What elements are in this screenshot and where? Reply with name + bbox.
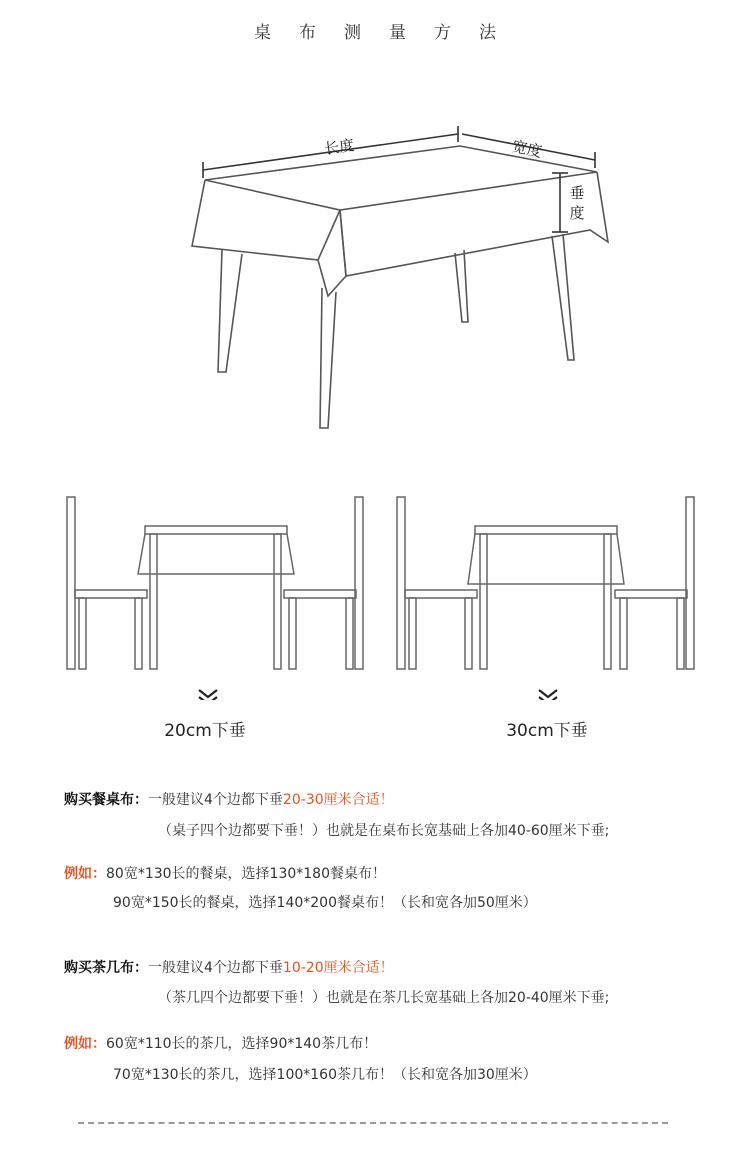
dining-note: （桌子四个边都要下垂！）也就是在桌布长宽基础上各加40-60厘米下垂;: [158, 823, 610, 839]
dining-example-2: 90宽*150长的餐桌，选择140*200餐桌布！（长和宽各加50厘米）: [113, 895, 537, 911]
page-title: 桌布测量方法: [254, 23, 524, 43]
dining-example-line-1: [64, 863, 386, 883]
coffee-heading: 购买茶几布：: [64, 960, 148, 976]
coffee-example-2: 70宽*130长的茶几，选择100*160茶几布！（长和宽各加30厘米）: [113, 1067, 537, 1083]
width-label: 宽度: [510, 137, 544, 162]
dining-advice-line: [64, 789, 394, 809]
coffee-advice-line: [64, 957, 394, 977]
chevron-down-icon: [539, 690, 557, 700]
coffee-example-1: 60宽*110长的茶几，选择90*140茶几布！: [106, 1036, 378, 1052]
dining-advice: 一般建议4个边都下垂: [148, 792, 283, 808]
coffee-advice: 一般建议4个边都下垂: [148, 960, 283, 976]
dining-example-label: 例如：: [64, 866, 106, 882]
caption-20cm: 20cm下垂: [164, 721, 246, 741]
example-20cm-drawing: [67, 497, 363, 669]
caption-30cm: 30cm下垂: [506, 721, 588, 741]
drop-label-top: 垂: [569, 184, 585, 202]
dining-range: 20-30厘米合适！: [282, 792, 394, 808]
chevron-down-icon: [199, 690, 217, 700]
divider: [78, 1122, 668, 1124]
dining-example-1: 80宽*130长的餐桌，选择130*180餐桌布！: [106, 866, 386, 882]
length-label: 长度: [323, 136, 356, 159]
coffee-range: 10-20厘米合适！: [282, 960, 394, 976]
coffee-note: （茶几四个边都要下垂！）也就是在茶几长宽基础上各加20-40厘米下垂;: [158, 990, 610, 1006]
coffee-example-label: 例如：: [64, 1036, 106, 1052]
drop-label-bottom: 度: [569, 204, 585, 222]
dining-heading: 购买餐桌布：: [64, 792, 148, 808]
coffee-example-line-1: [64, 1033, 377, 1053]
example-30cm-drawing: [397, 497, 694, 669]
